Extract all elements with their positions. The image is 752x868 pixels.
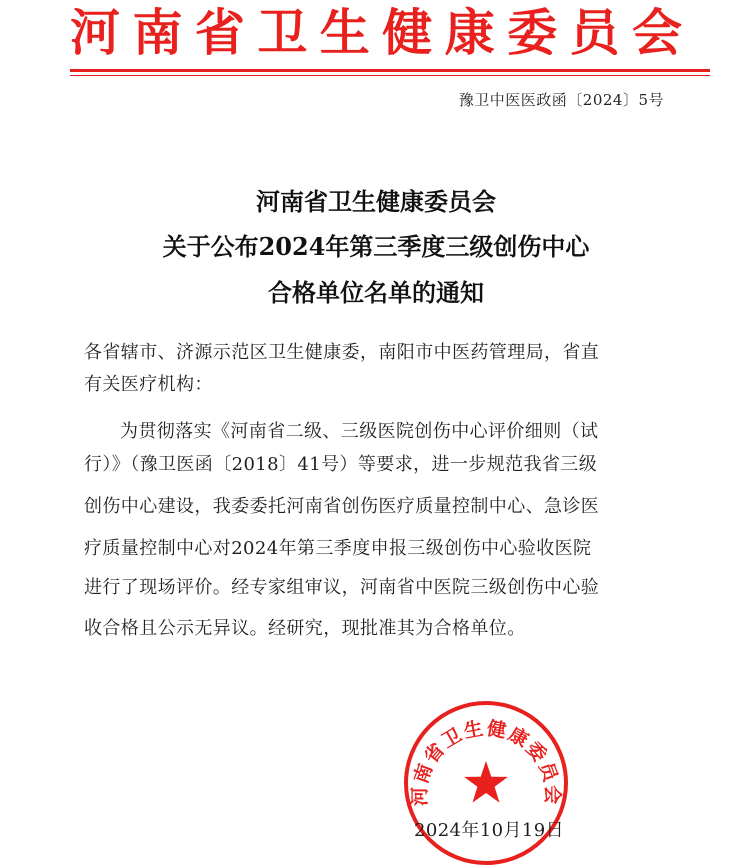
masthead-char: 员 [569, 3, 620, 62]
masthead-char: 卫 [257, 3, 308, 62]
body-line: 为贯彻落实《河南省二级、三级医院创伤中心评价细则（试 [120, 421, 599, 442]
masthead-char: 生 [319, 3, 370, 62]
title-line-2: 关于公布2024年第三季度三级创伤中心 [162, 232, 590, 261]
masthead-char: 省 [194, 3, 245, 62]
masthead-char: 南 [132, 3, 183, 62]
masthead-org-name [70, 2, 682, 64]
masthead-char: 健 [382, 3, 433, 62]
salutation-line: 有关医疗机构： [84, 374, 213, 395]
seal-star-icon [464, 761, 508, 803]
masthead-char: 会 [631, 3, 682, 62]
masthead-char: 委 [507, 3, 558, 62]
title-line-3: 合格单位名单的通知 [268, 278, 484, 307]
masthead-divider-thick [70, 69, 710, 72]
masthead-char: 康 [444, 3, 495, 62]
document-date: 2024年10月19日 [414, 820, 565, 841]
body-line: 疗质量控制中心对2024年第三季度申报三级创伤中心验收医院 [84, 538, 592, 559]
masthead-char: 河 [70, 3, 120, 62]
seal-text: 河南省卫生健康委员会 [408, 717, 564, 807]
salutation-line: 各省辖市、济源示范区卫生健康委，南阳市中医药管理局，省直 [84, 342, 600, 363]
document-number: 豫卫中医医政函〔2024〕5号 [458, 91, 664, 109]
body-line: 进行了现场评价。经专家组审议，河南省中医院三级创伤中心验 [84, 577, 600, 598]
masthead-divider-thin [70, 75, 710, 76]
body-line: 收合格且公示无异议。经研究，现批准其为合格单位。 [84, 618, 526, 639]
title-line-1: 河南省卫生健康委员会 [256, 187, 496, 216]
body-line: 创伤中心建设，我委委托河南省创伤医疗质量控制中心、急诊医 [84, 496, 600, 517]
body-line: 行）》（豫卫医函〔2018〕41号）等要求，进一步规范我省三级 [84, 454, 598, 475]
